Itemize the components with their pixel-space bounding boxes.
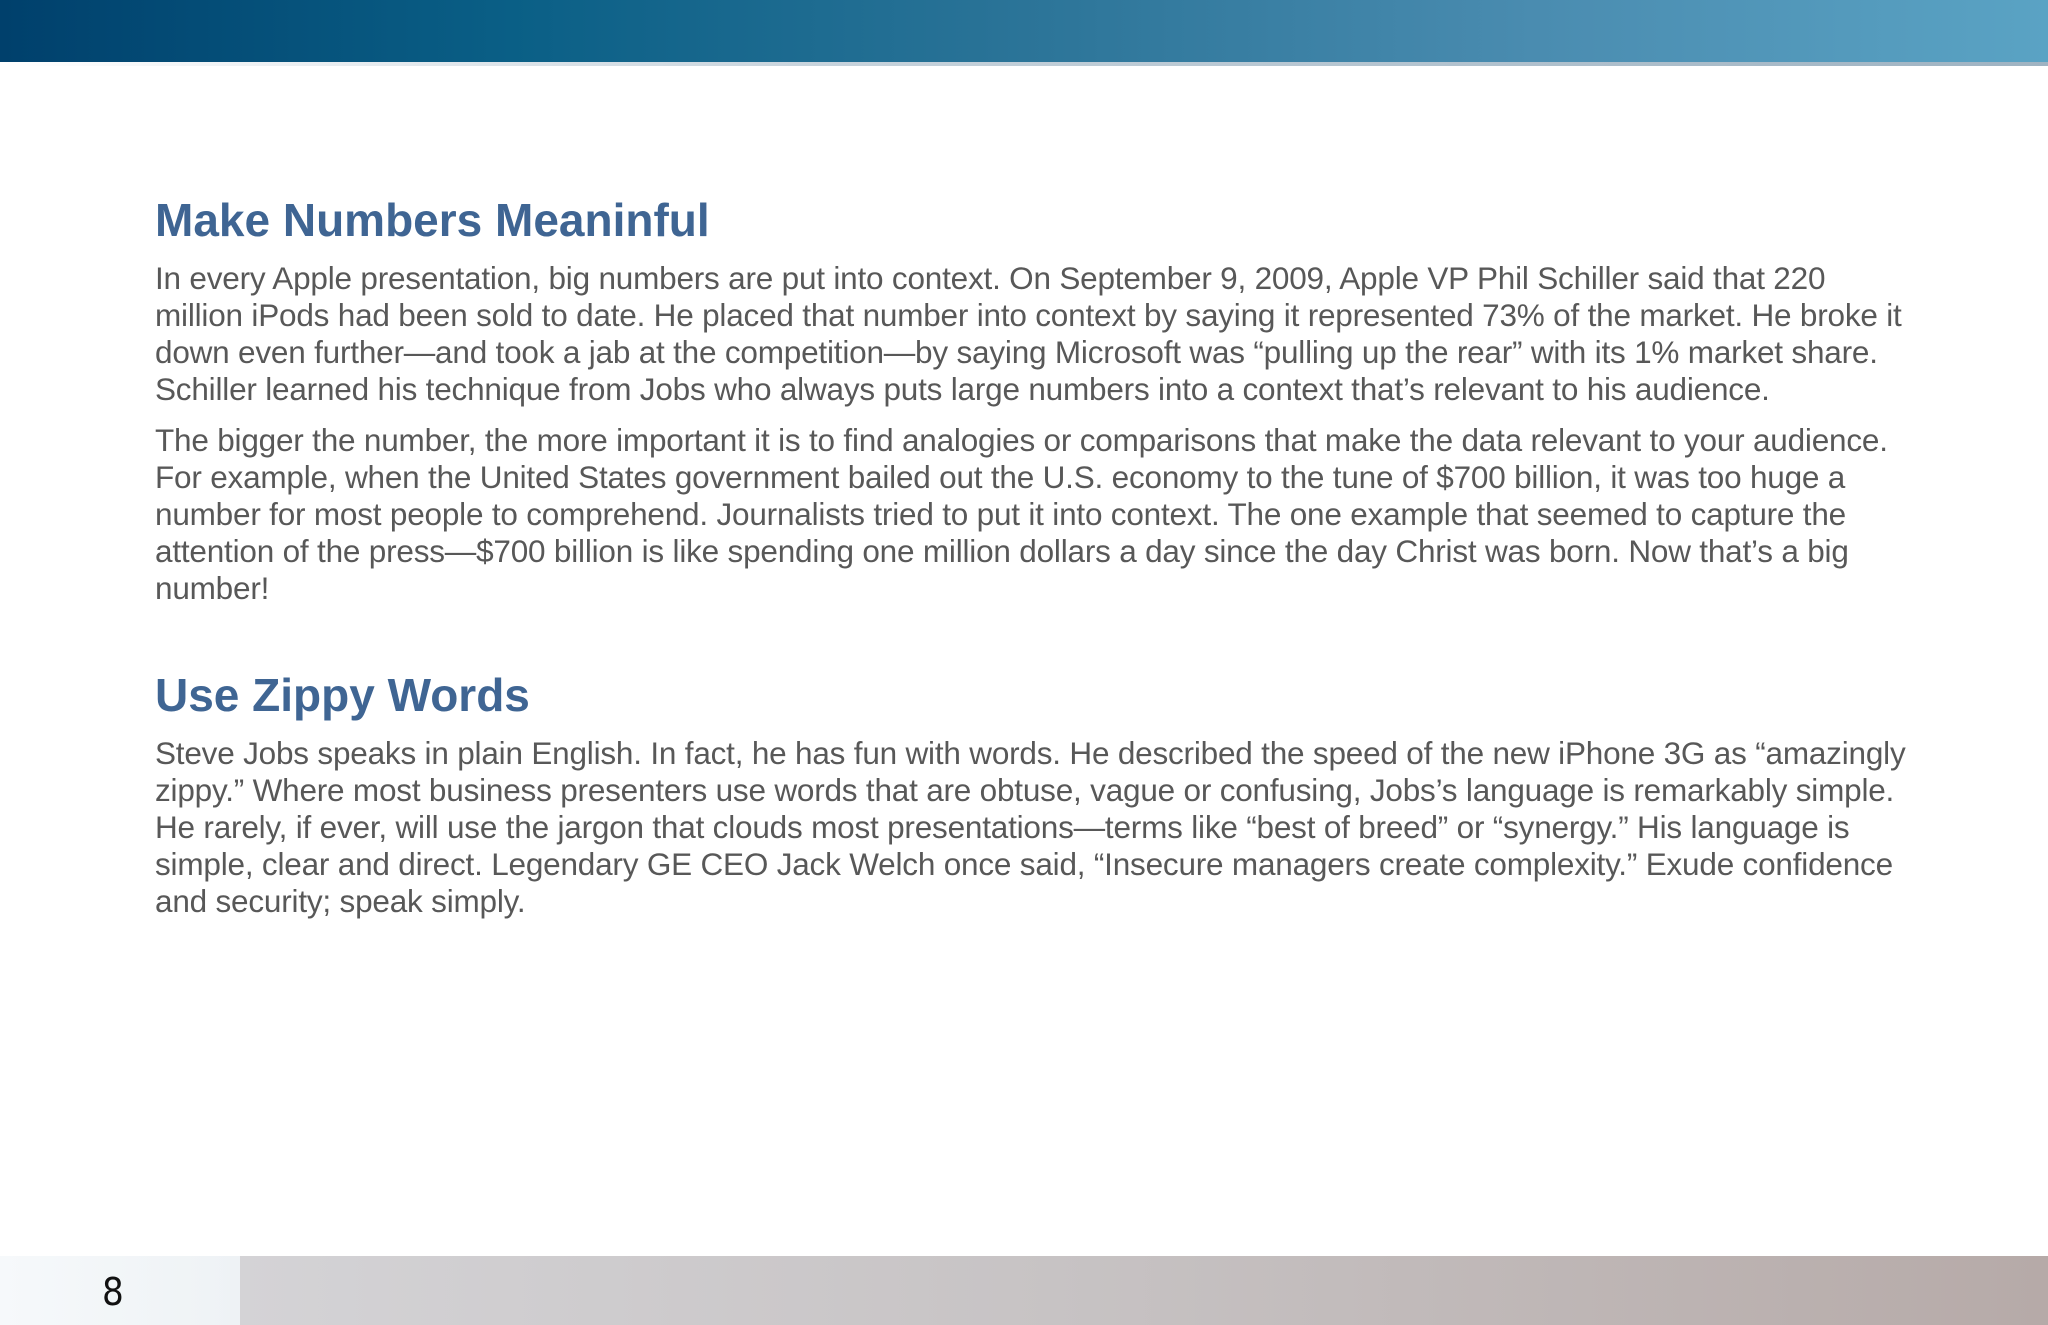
footer-bar [240,1256,2048,1325]
page-content [155,192,1915,934]
header-band [0,0,2048,62]
body-paragraph: The bigger the number, the more important it is to find analogies or comparisons that make the data relevant to your audience. For example, when the United States government bailed out the U.S. economy to the tune of $700 billion, it was too huge a number for most people to comprehend. Journalists tried to put it into context. The one example that seemed to capture the attention of the press—$700 billion is like spending one million dollars a day since the day Christ was born. Now that’s a big number! [155,422,1888,606]
body-paragraph: Steve Jobs speaks in plain English. In fact, he has fun with words. He described the speed of the new iPhone 3G as “amazingly zippy.” Where most business presenters use words that are obtuse, vague or confusing, Jobs’s language is remarkably simple. He rarely, if ever, will use the jargon that clouds most presentations—terms like “best of breed” or “synergy.” His language is simple, clear and direct. Legendary GE CEO Jack Welch once said, “Insecure managers create complexity.” Exude confidence and security; speak simply. [155,735,1906,919]
section-make-numbers-meaningful [155,192,1915,607]
page-number-tab [0,1256,240,1325]
section-heading: Use Zippy Words [155,669,530,721]
section-use-zippy-words [155,667,1915,920]
header-rule [0,62,2048,66]
page-number: 8 [102,1270,124,1314]
footer-band [0,1256,2048,1325]
section-heading: Make Numbers Meaninful [155,194,710,246]
body-paragraph: In every Apple presentation, big numbers are put into context. On September 9, 2009, Apple VP Phil Schiller said that 220 million iPods had been sold to date. He placed that number into context by saying it represented 73% of the market. He broke it down even further—and took a jab at the competition—by saying Microsoft was “pulling up the rear” with its 1% market share. Schiller learned his technique from Jobs who always puts large numbers into a context that’s relevant to his audience. [155,260,1902,407]
